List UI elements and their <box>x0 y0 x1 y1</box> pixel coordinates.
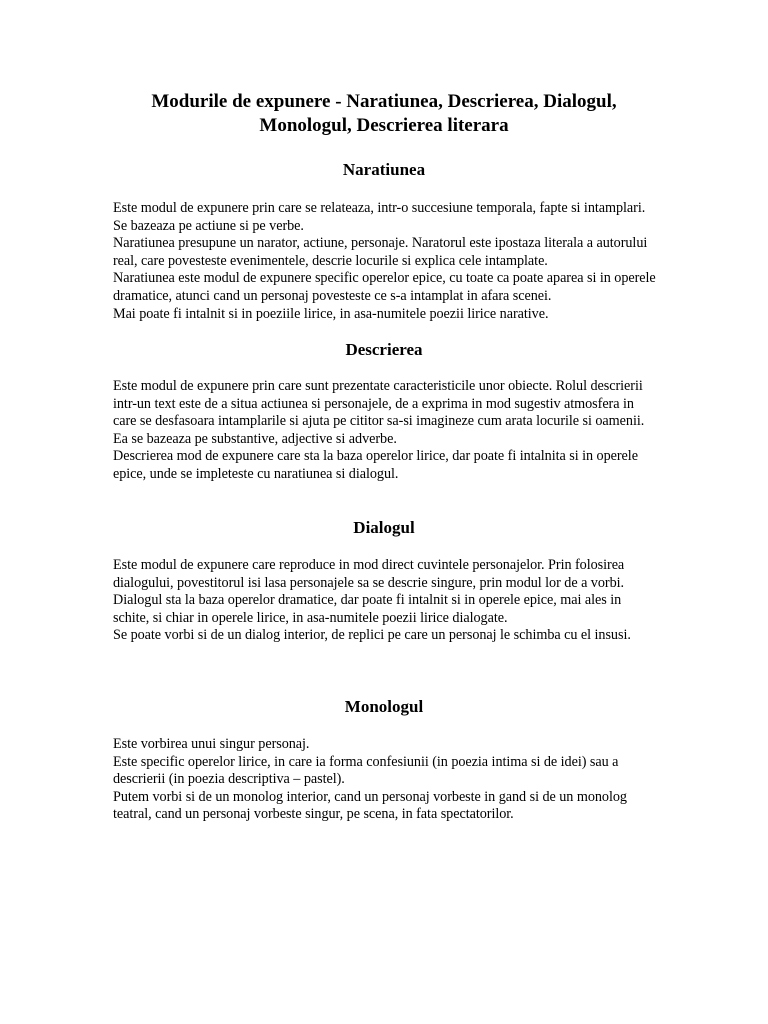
paragraph: Este vorbirea unui singur personaj. <box>113 736 310 752</box>
paragraph: Mai poate fi intalnit si in poeziile lirice, in asa-numitele poezii lirice narative. <box>113 305 549 322</box>
section-body-descrierea <box>113 378 658 484</box>
paragraph: Se poate vorbi si de un dialog interior, de replici pe care un personaj le schimba cu el insusi. <box>113 627 631 644</box>
paragraph: Este modul de expunere care reproduce in mod direct cuvintele personajelor. Prin folosirea dialogului, povestitorul isi lasa personajele sa se descrie singure, prin modul lor de a vorbi. <box>113 557 625 591</box>
section-heading-dialogul: Dialogul <box>353 518 415 537</box>
paragraph: Naratiunea presupune un narator, actiune, personaje. Naratorul este ipostaza literala a autorului real, care povesteste evenimentele, descrie locurile si explica cele intamplate. <box>113 235 648 269</box>
paragraph: Putem vorbi si de un monolog interior, cand un personaj vorbeste in gand si de un monolog teatral, cand un personaj vorbeste singur, pe scena, in fata spectatorilor. <box>113 788 627 823</box>
section-body-dialogul <box>113 557 658 645</box>
section-body-monologul <box>113 736 658 824</box>
title-line-2: Monologul, Descrierea literara <box>259 115 509 136</box>
section-body-naratiunea <box>113 200 658 323</box>
paragraph: Naratiunea este modul de expunere specific operelor epice, cu toate ca poate aparea si in operele dramatice, atunci cand un personaj povesteste ce s-a intamplat in afara scenei. <box>113 270 656 304</box>
paragraph: Este specific operelor lirice, in care ia forma confesiunii (in poezia intima si de idei) sau a descrierii (in poezia descriptiva – pastel). <box>113 753 619 788</box>
title-line-1: Modurile de expunere - Naratiunea, Descrierea, Dialogul, <box>151 91 617 112</box>
paragraph: Descrierea mod de expunere care sta la baza operelor lirice, dar poate fi intalnita si in operele epice, unde se impleteste cu naratiunea si dialogul. <box>113 448 638 482</box>
section-heading-naratiunea: Naratiunea <box>342 160 426 179</box>
document-title <box>100 90 668 138</box>
section-heading-descrierea: Descrierea <box>345 340 423 359</box>
paragraph: Ea se bazeaza pe substantive, adjective si adverbe. <box>113 430 397 447</box>
paragraph: Dialogul sta la baza operelor dramatice, dar poate fi intalnit si in operele epice, mai ales in schite, si chiar in operele lirice, in asa-numitele poezii lirice dialogate. <box>113 592 622 626</box>
paragraph: Este modul de expunere prin care sunt prezentate caracteristicile unor obiecte. Rolul descrierii intr-un text este de a situa actiunea si personajele, de a exprima in mod sugestiv atmosfera in care se desfasoara intamplarile si ajuta pe cititor sa-si imagineze cum arata locurile si oamenii. <box>113 378 645 430</box>
paragraph: Este modul de expunere prin care se relateaza, intr-o succesiune temporala, fapte si intamplari. Se bazeaza pe actiune si pe verbe. <box>113 200 646 234</box>
section-heading-monologul: Monologul <box>344 697 424 716</box>
